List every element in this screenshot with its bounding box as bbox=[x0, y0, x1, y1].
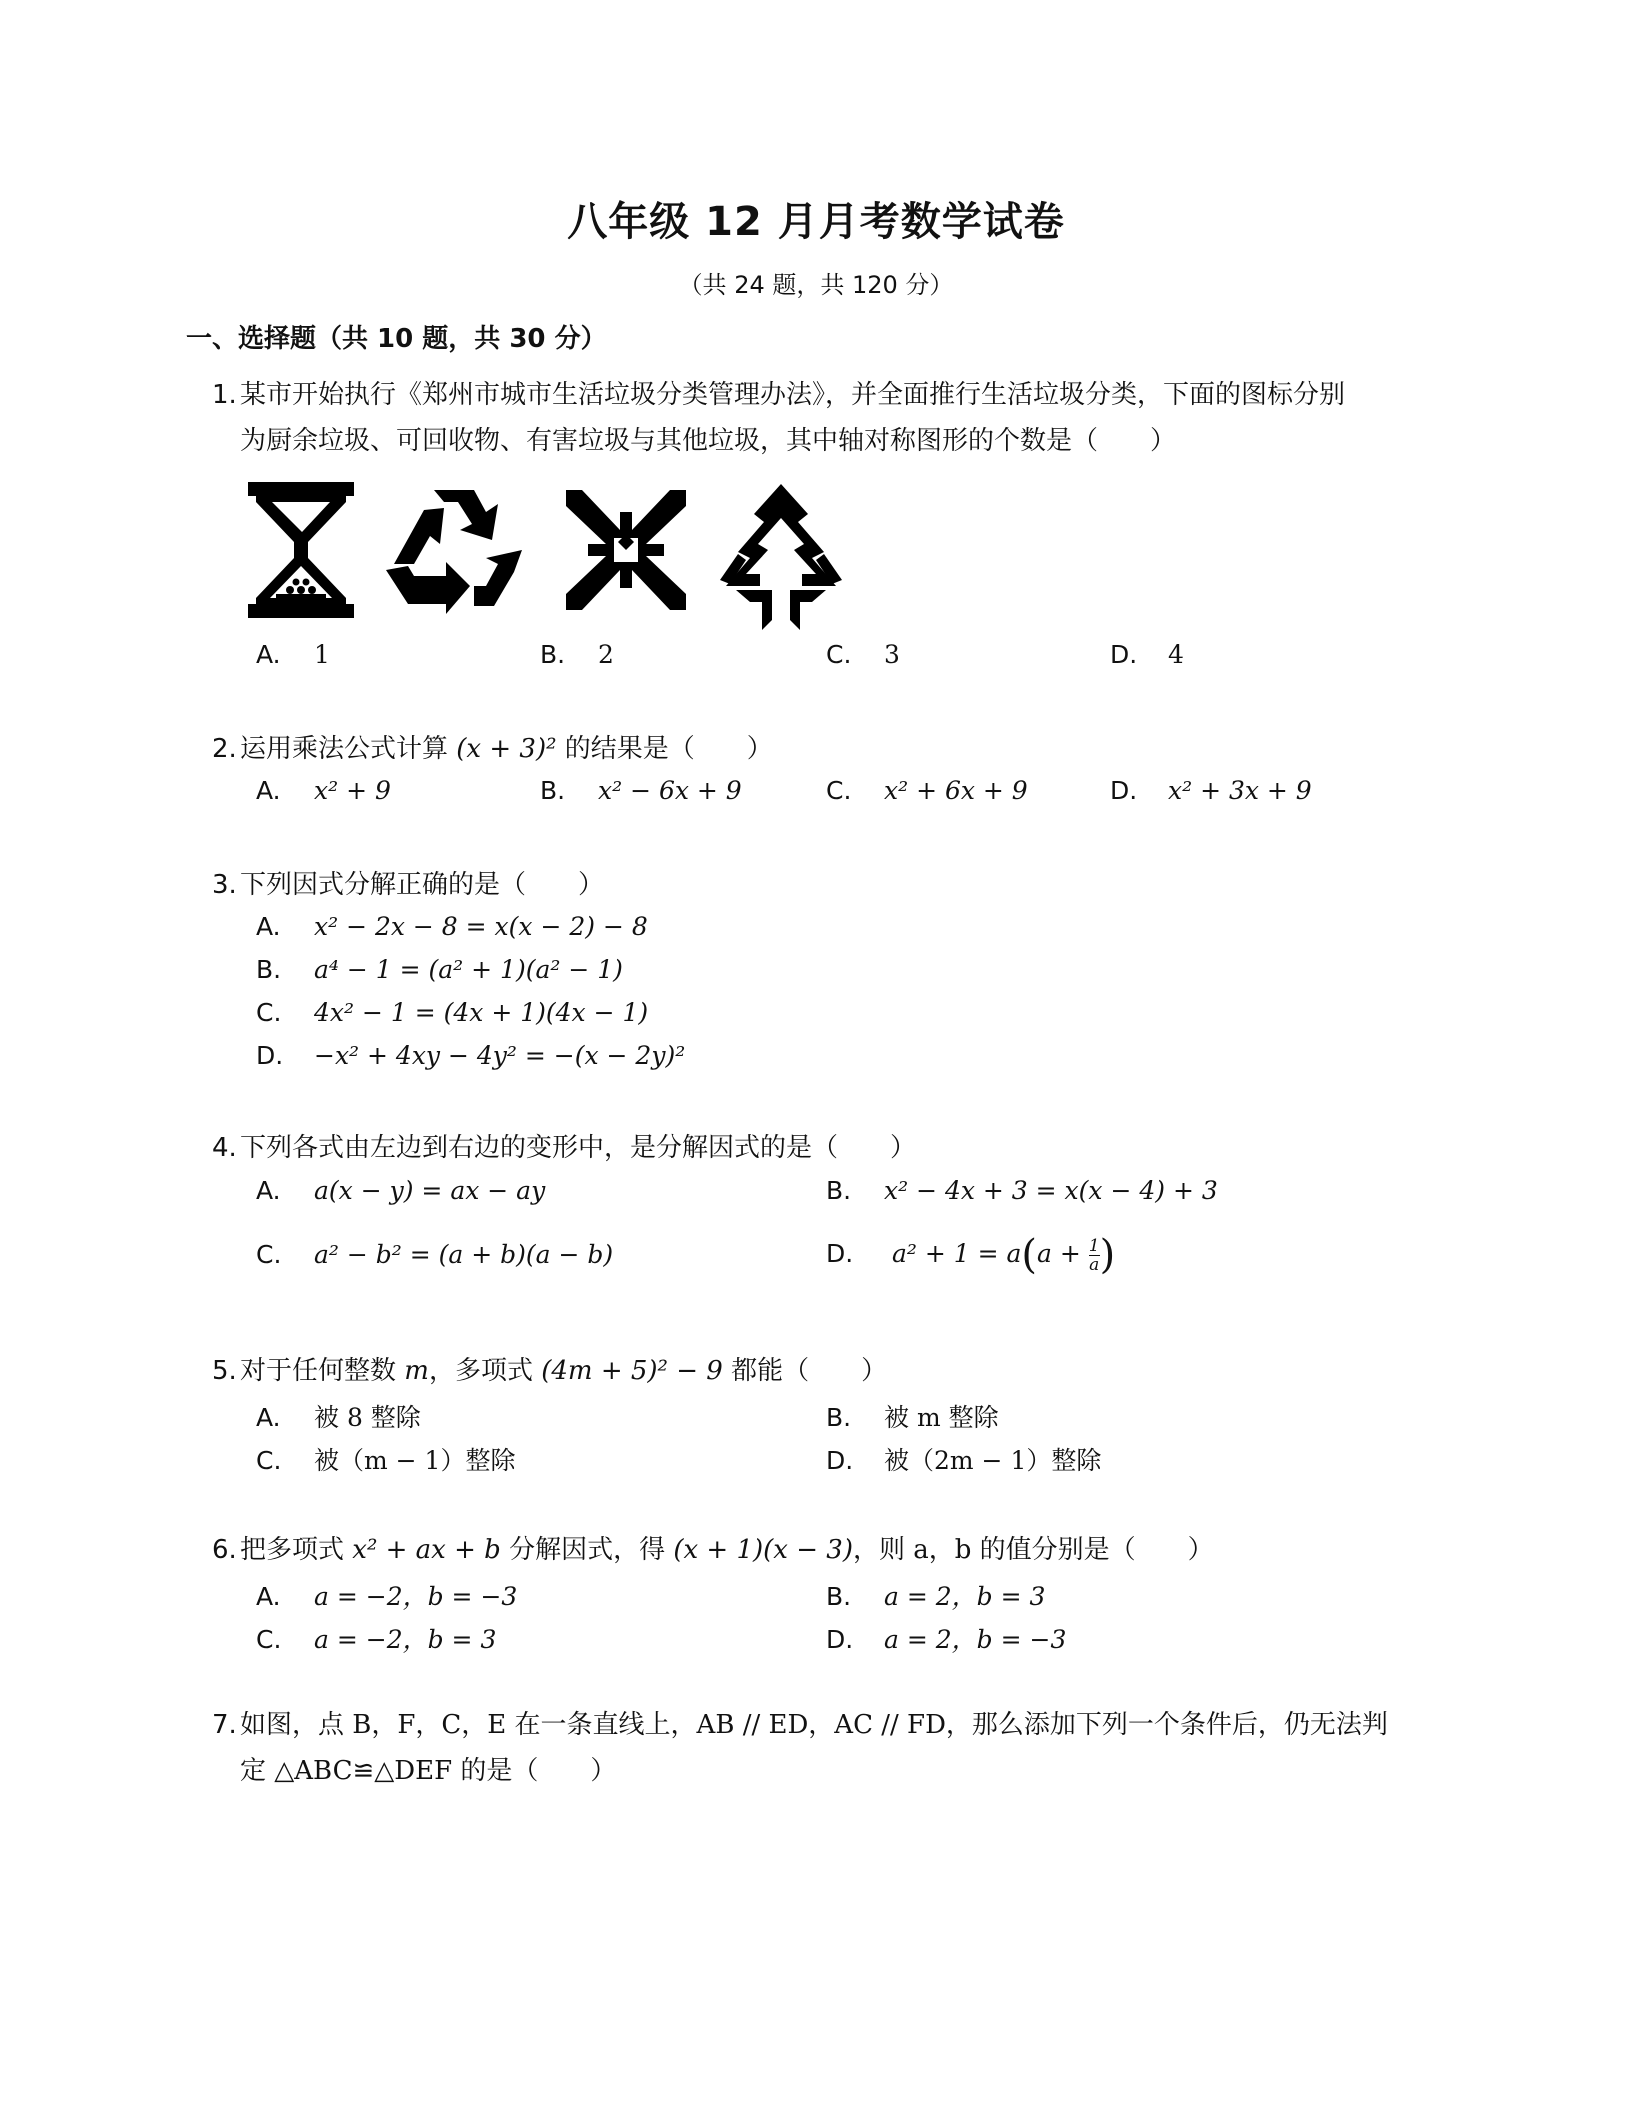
option-text: x² + 3x + 9 bbox=[1168, 776, 1312, 805]
question-number: 6. bbox=[212, 1535, 237, 1565]
option-text: x² − 4x + 3 = x(x − 4) + 3 bbox=[884, 1176, 1218, 1205]
option-5c[interactable] bbox=[256, 1441, 515, 1477]
close-paren: ) bbox=[1099, 1232, 1116, 1278]
option-label: C. bbox=[256, 998, 282, 1027]
stem-line: 定 △ABC≌△DEF 的是（ ） bbox=[240, 1756, 617, 1786]
option-2b[interactable] bbox=[540, 776, 742, 805]
question-stem bbox=[212, 1125, 1452, 1171]
option-text: x² − 2x − 8 = x(x − 2) − 8 bbox=[314, 912, 648, 941]
stem-line: 为厨余垃圾、可回收物、有害垃圾与其他垃圾，其中轴对称图形的个数是（ ） bbox=[240, 426, 1177, 456]
fraction-numerator: 1 bbox=[1088, 1236, 1100, 1256]
fraction bbox=[1089, 1237, 1100, 1274]
option-3c[interactable] bbox=[256, 998, 648, 1027]
option-3b[interactable] bbox=[256, 955, 623, 984]
stem-math: (4m + 5)² − 9 bbox=[541, 1356, 723, 1386]
option-label: A. bbox=[256, 1582, 281, 1611]
option-6c[interactable] bbox=[256, 1620, 496, 1656]
option-text: 4x² − 1 = (4x + 1)(4x − 1) bbox=[314, 998, 649, 1027]
question-number: 3. bbox=[212, 870, 237, 900]
option-label: A. bbox=[256, 1176, 281, 1205]
option-label: D. bbox=[1110, 776, 1138, 805]
option-text: −x² + 4xy − 4y² = −(x − 2y)² bbox=[314, 1041, 686, 1070]
question-stem bbox=[212, 1702, 1452, 1794]
question-number: 1. bbox=[212, 380, 237, 410]
stem-text: 下列因式分解正确的是（ ） bbox=[240, 870, 605, 900]
stem-math: (x + 3)² bbox=[456, 734, 557, 764]
stem-math: m bbox=[404, 1356, 429, 1386]
option-label: A. bbox=[256, 640, 281, 669]
stem-line: 某市开始执行《郑州市城市生活垃圾分类管理办法》，并全面推行生活垃圾分类，下面的图标分别 bbox=[240, 380, 1346, 410]
option-text: x² − 6x + 9 bbox=[598, 776, 742, 805]
question-number: 5. bbox=[212, 1356, 237, 1386]
option-4d[interactable] bbox=[826, 1232, 1115, 1278]
option-4a[interactable] bbox=[256, 1176, 545, 1205]
question-1 bbox=[212, 372, 1452, 464]
option-text: 4 bbox=[1168, 640, 1184, 669]
option-label: A. bbox=[256, 1403, 281, 1432]
option-6a[interactable] bbox=[256, 1577, 517, 1613]
option-text: x² + 6x + 9 bbox=[884, 776, 1028, 805]
option-label: C. bbox=[256, 1446, 282, 1475]
option-3d[interactable] bbox=[256, 1041, 685, 1070]
question-4 bbox=[212, 1125, 1452, 1171]
question-stem bbox=[212, 1527, 1452, 1573]
question-5 bbox=[212, 1348, 1452, 1394]
kitchen-waste-icon bbox=[246, 480, 376, 625]
option-label: C. bbox=[256, 1625, 282, 1654]
fraction-denominator: a bbox=[1089, 1255, 1100, 1275]
recyclable-icon bbox=[374, 480, 504, 625]
stem-text: ，则 a，b 的值分别是（ ） bbox=[852, 1535, 1214, 1565]
option-3a[interactable] bbox=[256, 912, 648, 941]
option-text: 2 bbox=[598, 640, 614, 669]
option-1c[interactable] bbox=[826, 640, 900, 669]
option-text: a² − b² = (a + b)(a − b) bbox=[314, 1240, 614, 1269]
question-3 bbox=[212, 862, 1452, 908]
option-text: a = 2，b = −3 bbox=[884, 1625, 1067, 1654]
option-label: D. bbox=[826, 1625, 854, 1654]
option-text: 被（m − 1）整除 bbox=[314, 1446, 516, 1475]
question-number: 2. bbox=[212, 734, 237, 764]
option-label: B. bbox=[826, 1582, 852, 1611]
option-label: B. bbox=[826, 1403, 852, 1432]
stem-text: 下列各式由左边到右边的变形中，是分解因式的是（ ） bbox=[240, 1133, 917, 1163]
question-7 bbox=[212, 1702, 1452, 1794]
option-label: B. bbox=[826, 1176, 852, 1205]
stem-text: 分解因式，得 bbox=[509, 1535, 666, 1565]
option-1b[interactable] bbox=[540, 640, 614, 669]
option-2c[interactable] bbox=[826, 776, 1028, 805]
option-label: D. bbox=[826, 1239, 854, 1268]
option-1a[interactable] bbox=[256, 640, 330, 669]
other-waste-icon bbox=[716, 480, 846, 625]
option-label: B. bbox=[540, 640, 566, 669]
option-text: a² + 1 = a bbox=[891, 1239, 1022, 1268]
option-2d[interactable] bbox=[1110, 776, 1312, 805]
hazardous-waste-icon bbox=[556, 480, 686, 625]
question-stem bbox=[212, 1348, 1452, 1394]
option-text: a = −2，b = 3 bbox=[314, 1625, 497, 1654]
option-label: B. bbox=[256, 955, 282, 984]
question-number: 4. bbox=[212, 1133, 237, 1163]
option-5b[interactable] bbox=[826, 1398, 999, 1434]
option-label: C. bbox=[826, 640, 852, 669]
option-text: a(x − y) = ax − ay bbox=[314, 1176, 546, 1205]
stem-text: 运用乘法公式计算 bbox=[240, 734, 449, 764]
page-subtitle: （共 24 题，共 120 分） bbox=[678, 271, 954, 299]
question-number: 7. bbox=[212, 1710, 237, 1740]
option-text: a⁴ − 1 = (a² + 1)(a² − 1) bbox=[314, 955, 623, 984]
question-2 bbox=[212, 726, 1452, 772]
question-stem bbox=[212, 726, 1452, 772]
option-4b[interactable] bbox=[826, 1176, 1218, 1205]
option-label: B. bbox=[540, 776, 566, 805]
option-label: D. bbox=[1110, 640, 1138, 669]
stem-math: (x + 1)(x − 3) bbox=[673, 1535, 853, 1565]
stem-math: x² + ax + b bbox=[352, 1535, 501, 1565]
option-5a[interactable] bbox=[256, 1398, 421, 1434]
option-text: 3 bbox=[884, 640, 900, 669]
option-text: 1 bbox=[314, 640, 330, 669]
stem-line: 如图，点 B，F，C，E 在一条直线上，AB // ED，AC // FD，那么添加下列一个条件后，仍无法判 bbox=[240, 1710, 1388, 1740]
option-text: a = 2，b = 3 bbox=[884, 1582, 1046, 1611]
option-label: A. bbox=[256, 912, 281, 941]
option-text: 被（2m − 1）整除 bbox=[884, 1446, 1102, 1475]
option-text: a + bbox=[1036, 1239, 1081, 1268]
option-label: D. bbox=[256, 1041, 284, 1070]
option-5d[interactable] bbox=[826, 1441, 1101, 1477]
question-stem bbox=[212, 862, 1452, 908]
question-stem bbox=[212, 372, 1452, 464]
option-label: D. bbox=[826, 1446, 854, 1475]
stem-text: ，多项式 bbox=[428, 1356, 533, 1386]
option-text: 被 m 整除 bbox=[884, 1403, 999, 1432]
option-2a[interactable] bbox=[256, 776, 391, 805]
option-label: C. bbox=[826, 776, 852, 805]
stem-text: 的结果是（ ） bbox=[564, 734, 773, 764]
section-heading: 一、选择题（共 10 题，共 30 分） bbox=[186, 324, 607, 354]
option-text: a = −2，b = −3 bbox=[314, 1582, 518, 1611]
option-6d[interactable] bbox=[826, 1620, 1066, 1656]
option-6b[interactable] bbox=[826, 1577, 1045, 1613]
option-4c[interactable] bbox=[256, 1240, 613, 1269]
option-text: x² + 9 bbox=[314, 776, 391, 805]
option-label: C. bbox=[256, 1240, 282, 1269]
option-label: A. bbox=[256, 776, 281, 805]
stem-text: 都能（ ） bbox=[731, 1356, 888, 1386]
page-title: 八年级 12 月月考数学试卷 bbox=[567, 199, 1065, 245]
open-paren: ( bbox=[1021, 1232, 1037, 1278]
stem-text: 把多项式 bbox=[240, 1535, 345, 1565]
stem-text: 对于任何整数 bbox=[240, 1356, 397, 1386]
question-6 bbox=[212, 1527, 1452, 1573]
option-1d[interactable] bbox=[1110, 640, 1184, 669]
option-text: 被 8 整除 bbox=[314, 1403, 421, 1432]
